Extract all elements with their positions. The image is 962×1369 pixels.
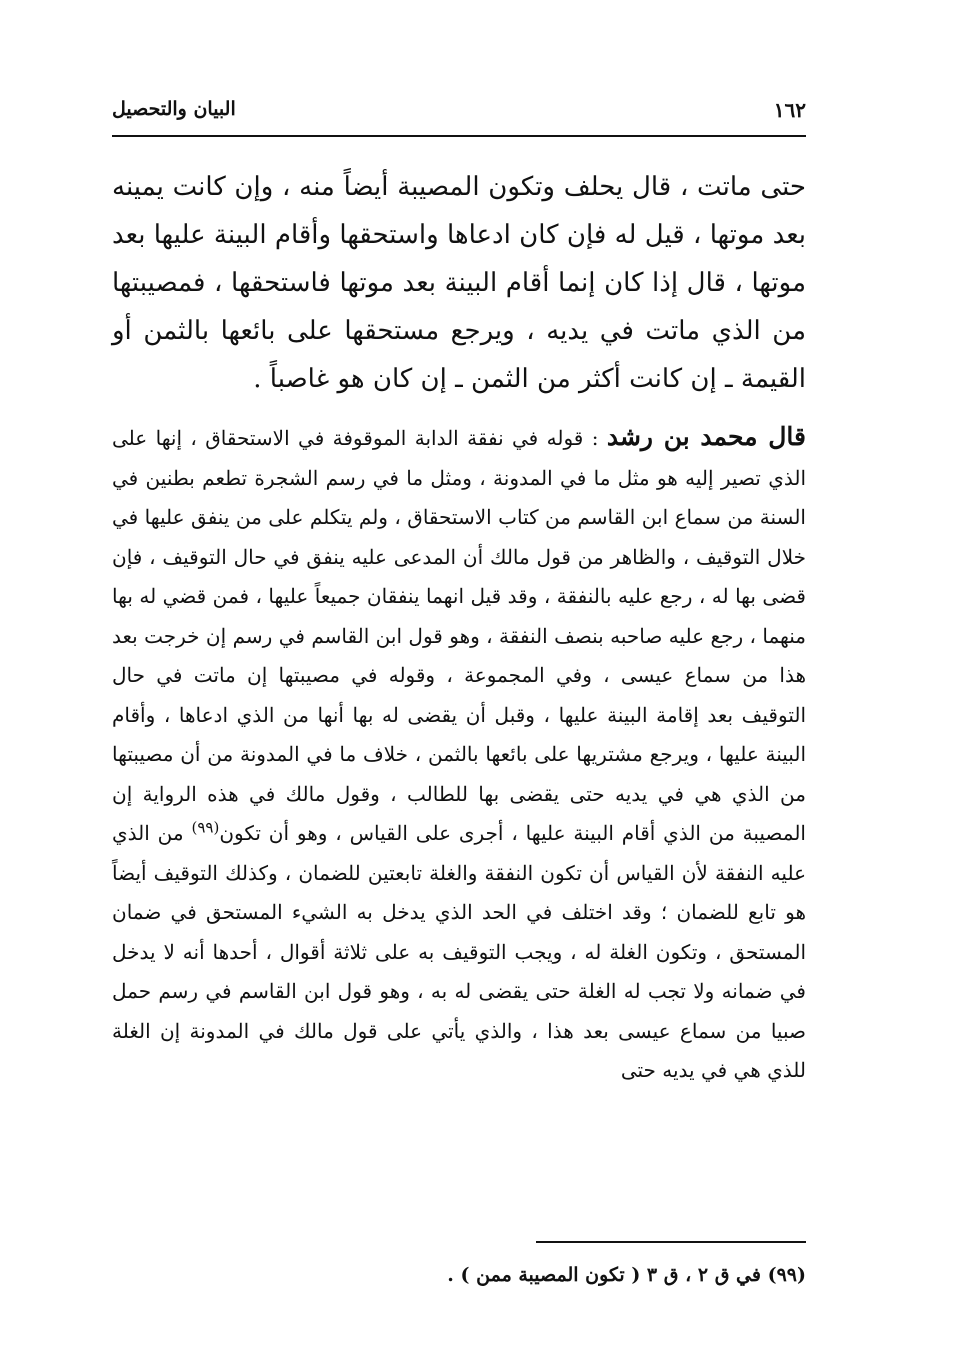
footnote: (٩٩) في ق ٢ ، ق ٣ ( تكون المصيبة ممن ) . (447, 1264, 806, 1286)
question-paragraph: حتى ماتت ، قال يحلف وتكون المصيبة أيضاً منه ، وإن كانت يمينه بعد موتها ، قيل له فإن كان ادعاها واستحقها وأقام البينة عليها بعد موتها ، قال إذا كان إنما أقام البينة بعد موتها فاستحقها ، فمصيبتها من الذي ماتت في يديه ، ويرجع مستحقها على بائعها بالثمن أو القيمة ـ إن كانت أكثر من الثمن ـ إن كان هو غاصباً . (112, 172, 806, 394)
footnote-divider (536, 1241, 806, 1243)
commentary-text-part1: : قوله في نفقة الدابة الموقوفة في الاستحقاق ، إنها على الذي تصير إليه هو مثل ما في المدونة ، ومثل ما في رسم الشجرة تطعم بطنين في السنة من سماع ابن القاسم من كتاب الاستحقاق ، ولم يتكلم على من ينفق عليها في خلال التوقيف ، والظاهر من قول مالك أن المدعى عليه ينفق في حال التوقيف ، فإن قضى بها له ، رجع عليه بالنفقة ، وقد قيل انهما ينفقان جميعاً عليها ، فمن قضي له بها منهما ، رجع عليه صاحبه بنصف النفقة ، وهو قول ابن القاسم في رسم إن خرجت بعد هذا من سماع عيسى ، وفي المجموعة ، وقوله في مصيبتها إن ماتت في حال التوقيف بعد إقامة البينة عليها ، وقبل أن يقضى له بها أنها من الذي ادعاها ، وأقام البينة عليها ، ويرجع مشتريها على بائعها بالثمن ، خلاف ما في المدونة من أن مصيبتها من الذي هي في يديه حتى يقضى بها للطالب ، وقول مالك في هذه الرواية إن المصيبة من الذي أقام البينة عليها ، أجرى على القياس ، وهو أن تكون (112, 426, 806, 845)
commentator-name: قال محمد بن رشد (606, 422, 806, 451)
header-divider (112, 135, 806, 137)
running-title: البيان والتحصيل (112, 98, 236, 120)
commentary-paragraph (112, 417, 806, 1091)
page-number: ١٦٢ (773, 98, 806, 122)
commentary-text-part2: من الذي عليه النفقة لأن القياس أن تكون النفقة والغلة تابعتين للضمان ، وكذلك التوقيف أيضاً هو تابع للضمان ؛ وقد اختلف في الحد الذي يدخل به الشيء المستحق في ضمان المستحق ، وتكون الغلة له ، ويجب التوقيف به على ثلاثة أقوال ، أحدها أنه لا يدخل في ضمانه ولا تجب له الغلة حتى يقضى له به ، وهو قول ابن القاسم في رسم حمل صبيا من سماع عيسى بعد هذا ، والذي يأتي على قول مالك في المدونة إن الغلة للذي هي في يديه حتى (112, 821, 806, 1082)
page-header (112, 98, 806, 138)
main-text (112, 163, 806, 1091)
footnote-reference: (٩٩) (191, 818, 220, 837)
